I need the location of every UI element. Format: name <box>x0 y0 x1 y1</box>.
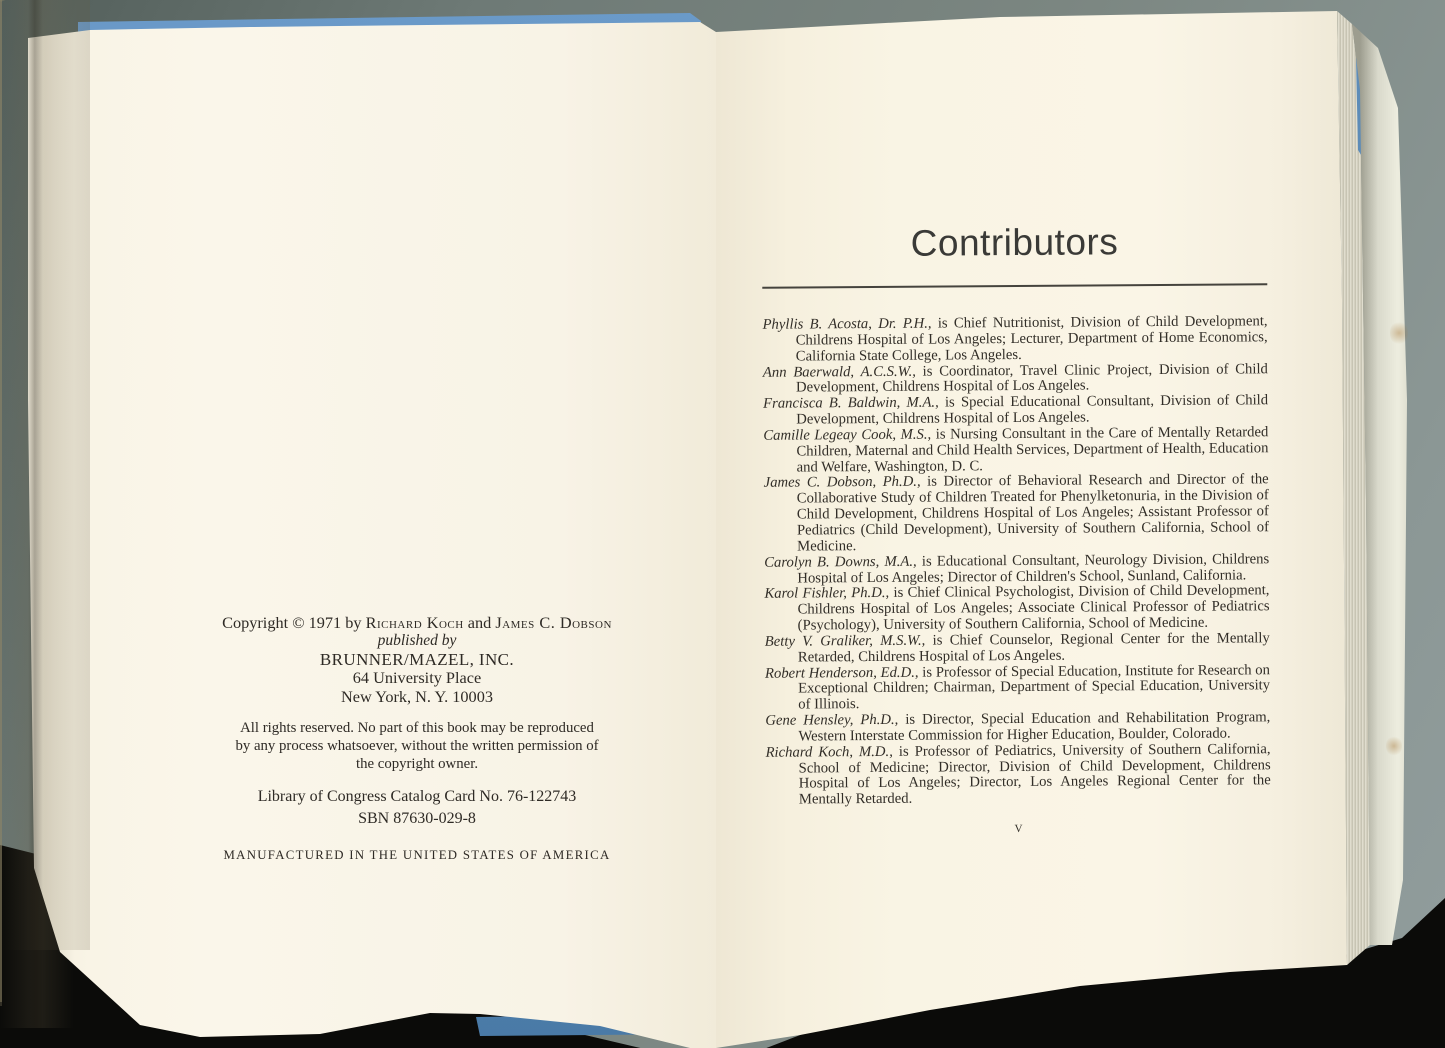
contributor-name: James C. Dobson, Ph.D., <box>763 474 921 492</box>
copyright-prefix: Copyright © 1971 by <box>222 613 366 632</box>
contributor-name: Phyllis B. Acosta, Dr. P.H., <box>762 315 932 333</box>
contributor-description: is Special Educational Consultant, Division of Child Development, Childrens Hospital of Los Angeles. <box>796 392 1269 428</box>
contributor-description: is Chief Counselor, Regional Center for the Mentally Retarded, Childrens Hospital of Los Angeles. <box>797 630 1270 666</box>
contributor-description: is Professor of Pediatrics, University of Southern California, School of Medicine; Director, Division of Child Development, Childrens Hospital of Los Angeles; Director, Los Angeles Regional Center for the Mentally Retarded. <box>798 741 1271 808</box>
contributor-entry <box>764 584 1269 635</box>
contributor-entry <box>765 663 1270 714</box>
contributor-description: is Educational Consultant, Neurology Division, Childrens Hospital of Los Angeles; Director of Children's School, Sunland, California. <box>797 550 1270 587</box>
contributor-entry <box>763 314 1268 365</box>
sbn-line: SBN 87630-029-8 <box>358 810 476 827</box>
author-name-dobson: James C. Dobson <box>495 613 612 632</box>
contributors-list <box>763 314 1271 809</box>
rights-notice: All rights reserved. No part of this book may be reproduced by any process whatsoever, without the written permission of the copyright owner. <box>235 720 599 772</box>
contributor-description: is Coordinator, Travel Clinic Project, Division of Child Development, Childrens Hospital of Los Angeles. <box>795 360 1268 396</box>
contributor-name: Ann Baerwald, A.C.S.W., <box>762 363 916 381</box>
contributor-entry <box>765 631 1270 666</box>
contributor-name: Betty V. Graliker, M.S.W., <box>764 632 926 650</box>
author-name-koch: Richard Koch <box>365 613 464 632</box>
contributor-entry <box>763 362 1268 397</box>
publisher-name: BRUNNER/MAZEL, INC. <box>319 650 515 669</box>
publisher-address-city: New York, N. Y. 10003 <box>341 686 493 706</box>
contributor-entry <box>764 552 1269 587</box>
page-title: Contributors <box>910 221 1119 264</box>
contributor-name: Camille Legeay Cook, M.S., <box>763 426 932 444</box>
foxing-spot <box>1390 320 1408 346</box>
contributor-entry <box>763 425 1268 476</box>
contributor-description: is Chief Nutritionist, Division of Child Development, Childrens Hospital of Los Angeles; Lecturer, Department of Home Economics, California State College, Los Angeles. <box>795 313 1268 365</box>
contributor-entry <box>765 742 1270 809</box>
title-rule <box>762 283 1267 289</box>
contributors-page-text <box>762 208 1271 854</box>
publisher-address-street: 64 University Place <box>352 668 482 687</box>
manufactured-line: MANUFACTURED IN THE UNITED STATES OF AMERICA <box>223 848 611 862</box>
contributor-description: is Director, Special Education and Rehabilitation Program, Western Interstate Commission for Higher Education, Boulder, Colorado. <box>798 709 1271 745</box>
copyright-line <box>178 613 656 632</box>
contributor-name: Richard Koch, M.D., <box>765 743 893 761</box>
contributor-description: is Director of Behavioral Research and Director of the Collaborative Study of Children Treated for Phenylketonuria, in the Division of Child Development, Childrens Hospital of Los Angeles; Assistant Professor of Pediatrics (Child Development), University of Southern California, School of Medicine. <box>796 471 1270 555</box>
contributor-entry <box>764 473 1270 556</box>
foxing-spot <box>1386 735 1402 757</box>
library-of-congress-line: Library of Congress Catalog Card No. 76-122743 <box>257 788 577 805</box>
contributor-name: Karol Fishler, Ph.D., <box>764 585 890 603</box>
page-number: v <box>1014 820 1023 837</box>
copyright-conjunction: and <box>463 613 496 632</box>
published-by-line: published by <box>377 632 457 649</box>
contributor-name: Carolyn B. Downs, M.A., <box>764 553 917 571</box>
contributor-description: is Nursing Consultant in the Care of Mentally Retarded Children, Maternal and Child Health Services, Department of Health, Education and Welfare, Washington, D. C. <box>796 424 1269 476</box>
contributor-name: Francisca B. Baldwin, M.A., <box>763 394 939 412</box>
contributor-entry <box>765 710 1270 745</box>
contributor-name: Robert Henderson, Ed.D., <box>764 664 919 682</box>
contributor-description: is Chief Clinical Psychologist, Division of Child Development, Childrens Hospital of Los Angeles; Associate Clinical Professor of Pediatrics (Psychology), University of Southern California, School of Medicine. <box>797 582 1270 634</box>
contributor-description: is Professor of Special Education, Institute for Research on Exceptional Children; Chairman, Department of Special Education, University of Illinois. <box>798 661 1271 713</box>
copyright-page-text <box>178 613 656 863</box>
right-page-curve-shading <box>0 0 90 950</box>
contributor-entry <box>763 393 1268 428</box>
contributor-name: Gene Hensley, Ph.D., <box>765 711 899 729</box>
